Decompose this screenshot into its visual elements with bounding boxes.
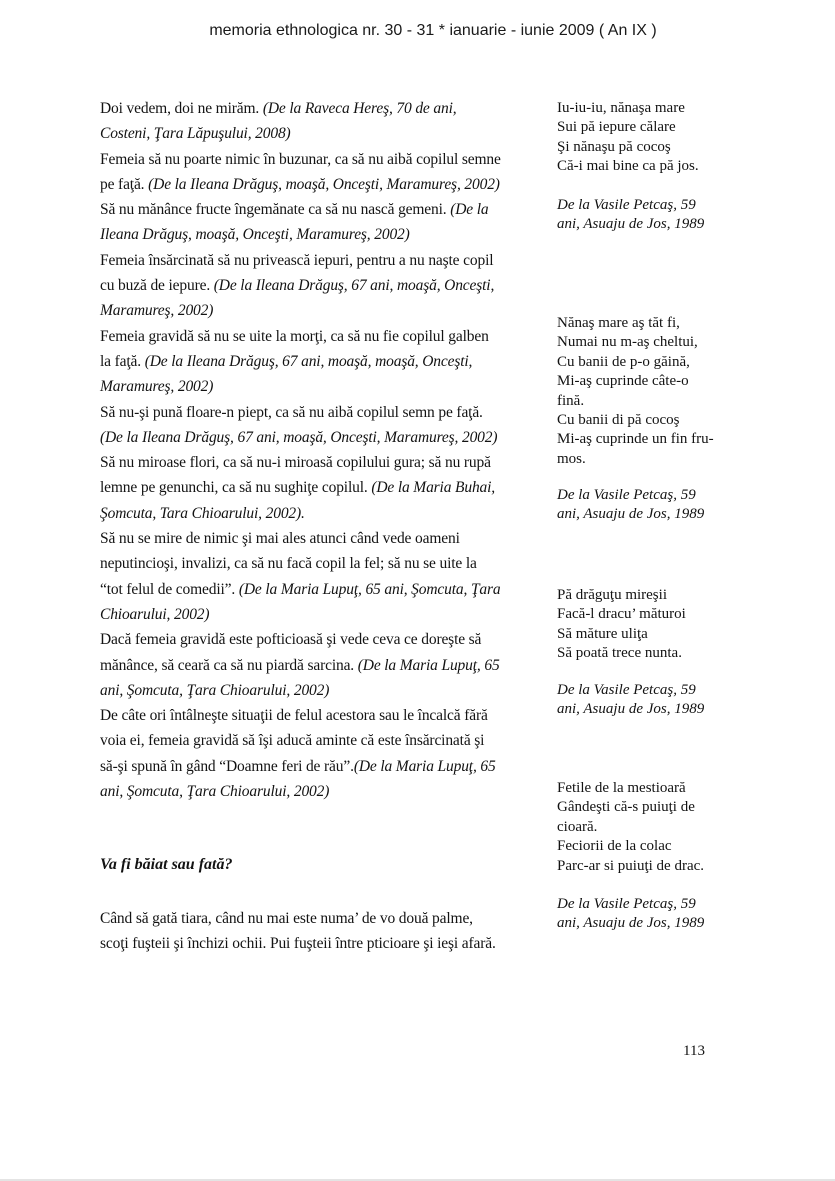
text-line: pe faţă. (De la Ileana Drăguş, moaşă, Onceşti, Maramureş, 2002) [100,175,500,193]
poem-line: Feciorii de la colac [557,838,672,855]
poem-2-attribution [557,486,742,525]
text-line: cu buză de iepure. (De la Ileana Drăguş, 67 ani, moaşă, Onceşti, [100,277,495,295]
poem-line: De la Vasile Petcaş, 59 [557,197,696,213]
text-line: Să nu se mire de nimic şi mai ales atunci când vede oameni [100,530,460,548]
text-line: Să nu-şi pună floare-n piept, ca să nu aibă copilul semn pe faţă. [100,403,483,421]
poem-line: ani, Asuaju de Jos, 1989 [557,701,705,718]
text-line: ani, Şomcuta, Ţara Chioarului, 2002) [100,783,330,801]
poem-line: De la Vasile Petcaş, 59 [557,896,696,912]
poem-line: ani, Asuaju de Jos, 1989 [557,506,705,523]
poem-line: Cu banii di pă cocoş [557,411,680,428]
poem-line: Să poată trece nunta. [557,645,682,662]
poem-1 [557,99,742,177]
poem-line: Fetile de la mestioară [557,780,686,796]
text-line: ani, Şomcuta, Ţara Chioarului, 2002) [100,681,330,699]
text-line: mănânce, să ceară ca să nu piardă sarcina. (De la Maria Lupuţ, 65 [100,656,500,674]
main-text-column [100,96,540,804]
text-line: Când să gată tiara, când nu mai este numa’ de vo două palme, [100,910,473,927]
poem-line: Nănaş mare aş tăt fi, [557,315,680,331]
poem-3-attribution [557,681,742,720]
poem-1-attribution [557,196,742,235]
text-line: lemne pe genunchi, ca să nu sughiţe copilul. (De la Maria Buhai, [100,479,496,497]
poem-line: Mi-aş cuprinde câte-o [557,373,689,390]
poem-line: De la Vasile Petcaş, 59 [557,487,696,503]
poem-line: Iu-iu-iu, nănaşa mare [557,100,685,116]
poem-line: Numai nu m-aş cheltui, [557,334,698,351]
text-line: să-şi spună în gând “Doamne feri de rău”.(De la Maria Lupuţ, 65 [100,757,496,775]
text-line: Maramureş, 2002) [100,302,214,320]
text-line: la faţă. (De la Ileana Drăguş, 67 ani, moaşă, moaşă, Onceşti, [100,352,473,370]
text-line: De câte ori întâlneşte situaţii de felul acestora sau le încalcă fără [100,707,488,725]
text-line: neputincioşi, invalizi, ca să nu facă copil la fel; să nu se uite la [100,555,477,573]
poem-line: Facă-l dracu’ măturoi [557,606,686,623]
text-line: Doi vedem, doi ne mirăm. (De la Raveca Hereş, 70 de ani, [100,100,457,117]
closing-paragraph [100,906,540,957]
poem-line: Sui pă iepure călare [557,119,676,136]
poem-3 [557,586,742,664]
poem-line: Şi nănaşu pă cocoş [557,138,671,155]
text-line: voia ei, femeia gravidă să îşi aducă aminte că este însărcinată şi [100,732,485,750]
poem-2 [557,314,742,469]
text-line: Femeia să nu poarte nimic în buzunar, ca să nu aibă copilul semne [100,150,501,168]
text-line: Dacă femeia gravidă este pofticioasă şi vede ceva ce doreşte să [100,631,482,649]
poem-line: Cu banii de p-o găină, [557,353,690,370]
poem-4-attribution [557,895,742,934]
poem-line: cioară. [557,818,598,835]
text-line: Să nu mănânce fructe îngemănate ca să nu nască gemeni. (De la [100,201,489,219]
poem-line: Mi-aş cuprinde un fin fru- [557,431,714,448]
page-number: 113 [683,1043,705,1059]
poem-line: mos. [557,450,586,467]
text-line: “tot felul de comedii”. (De la Maria Lupuţ, 65 ani, Şomcuta, Ţara [100,580,501,598]
text-line: Chioarului, 2002) [100,605,210,623]
section-heading: Va fi băiat sau fată? [100,856,233,873]
text-line: scoţi fuşteii şi închizi ochii. Pui fuşteii între pticioare şi ieşi afară. [100,935,496,953]
poem-line: Pă drăguţu mireşii [557,587,667,603]
text-line: Să nu miroase flori, ca să nu-i miroasă copilului gura; să nu rupă [100,454,491,472]
text-line: (De la Ileana Drăguş, 67 ani, moaşă, Onceşti, Maramureş, 2002) [100,428,498,446]
text-line: Ileana Drăguş, moaşă, Onceşti, Maramureş, 2002) [100,226,410,244]
poem-line: Să măture uliţa [557,625,648,642]
poem-line: Gândeşti că-s puiuţi de [557,799,695,816]
journal-header-title: memoria ethnologica nr. 30 - 31 * ianuarie - iunie 2009 ( An IX ) [209,22,657,39]
poem-line: ani, Asuaju de Jos, 1989 [557,216,705,233]
poem-line: ani, Asuaju de Jos, 1989 [557,915,705,932]
poem-line: De la Vasile Petcaş, 59 [557,682,696,698]
text-line: Maramureş, 2002) [100,378,214,396]
poem-line: Parc-ar si puiuţi de drac. [557,857,705,874]
poem-4 [557,779,742,876]
text-line: Şomcuta, Tara Chioarului, 2002). [100,504,305,522]
text-line: Femeia gravidă să nu se uite la morţi, ca să nu fie copilul galben [100,327,489,345]
text-line: Costeni, Ţara Lăpuşului, 2008) [100,125,291,143]
poem-line: fină. [557,392,585,409]
poem-line: Că-i mai bine ca pă jos. [557,158,699,175]
text-line: Femeia însărcinată să nu privească iepuri, pentru a nu naşte copil [100,251,494,269]
